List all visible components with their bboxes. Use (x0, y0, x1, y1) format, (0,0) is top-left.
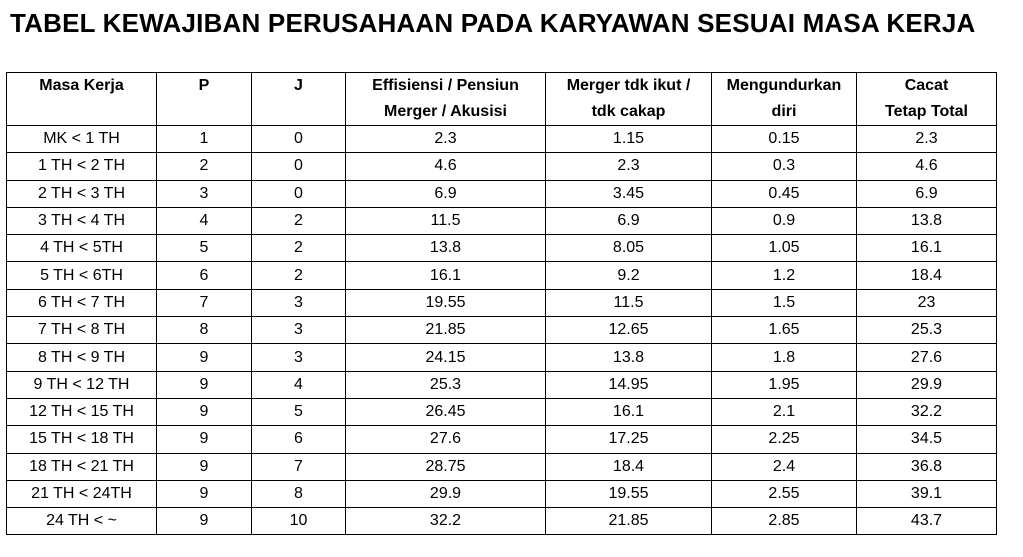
cell-mengundurkan: 2.55 (712, 480, 857, 507)
cell-masa-kerja: 21 TH < 24TH (7, 480, 157, 507)
cell-merger: 11.5 (546, 289, 712, 316)
cell-cacat: 16.1 (857, 235, 997, 262)
header-merger-line2: tdk cakap (591, 103, 666, 120)
header-row (7, 73, 997, 126)
cell-merger: 12.65 (546, 317, 712, 344)
cell-merger: 3.45 (546, 180, 712, 207)
cell-effisiensi: 32.2 (346, 508, 546, 535)
cell-p: 9 (157, 508, 252, 535)
cell-effisiensi: 11.5 (346, 207, 546, 234)
cell-j: 2 (252, 207, 346, 234)
cell-j: 3 (252, 344, 346, 371)
cell-merger: 13.8 (546, 344, 712, 371)
header-p: P (157, 73, 252, 126)
cell-cacat: 27.6 (857, 344, 997, 371)
table-row (7, 126, 997, 153)
cell-cacat: 2.3 (857, 126, 997, 153)
cell-cacat: 34.5 (857, 426, 997, 453)
cell-merger: 2.3 (546, 153, 712, 180)
cell-mengundurkan: 2.4 (712, 453, 857, 480)
cell-p: 9 (157, 426, 252, 453)
cell-merger: 8.05 (546, 235, 712, 262)
cell-masa-kerja: 8 TH < 9 TH (7, 344, 157, 371)
cell-mengundurkan: 0.45 (712, 180, 857, 207)
cell-effisiensi: 16.1 (346, 262, 546, 289)
cell-masa-kerja: 15 TH < 18 TH (7, 426, 157, 453)
cell-mengundurkan: 2.85 (712, 508, 857, 535)
cell-cacat: 23 (857, 289, 997, 316)
cell-effisiensi: 26.45 (346, 398, 546, 425)
cell-merger: 18.4 (546, 453, 712, 480)
cell-mengundurkan: 1.95 (712, 371, 857, 398)
table-row (7, 398, 997, 425)
header-effisiensi (346, 73, 546, 126)
cell-mengundurkan: 1.8 (712, 344, 857, 371)
cell-masa-kerja: 5 TH < 6TH (7, 262, 157, 289)
cell-effisiensi: 29.9 (346, 480, 546, 507)
cell-p: 3 (157, 180, 252, 207)
cell-effisiensi: 2.3 (346, 126, 546, 153)
page-title: TABEL KEWAJIBAN PERUSAHAAN PADA KARYAWAN SESUAI MASA KERJA (10, 8, 976, 38)
table-row (7, 426, 997, 453)
cell-p: 5 (157, 235, 252, 262)
table-row (7, 453, 997, 480)
cell-j: 2 (252, 262, 346, 289)
cell-cacat: 32.2 (857, 398, 997, 425)
header-mengundurkan-line1: Mengundurkan (726, 77, 842, 94)
header-merger (546, 73, 712, 126)
cell-j: 2 (252, 235, 346, 262)
cell-j: 8 (252, 480, 346, 507)
cell-mengundurkan: 1.65 (712, 317, 857, 344)
cell-p: 4 (157, 207, 252, 234)
cell-j: 0 (252, 126, 346, 153)
table-row (7, 371, 997, 398)
cell-p: 7 (157, 289, 252, 316)
cell-masa-kerja: 4 TH < 5TH (7, 235, 157, 262)
obligation-table (6, 72, 997, 535)
cell-merger: 21.85 (546, 508, 712, 535)
table-row (7, 317, 997, 344)
cell-masa-kerja: 7 TH < 8 TH (7, 317, 157, 344)
table-row (7, 153, 997, 180)
cell-masa-kerja: 24 TH < ~ (7, 508, 157, 535)
cell-effisiensi: 21.85 (346, 317, 546, 344)
cell-mengundurkan: 1.5 (712, 289, 857, 316)
cell-p: 6 (157, 262, 252, 289)
header-cacat (857, 73, 997, 126)
cell-masa-kerja: 9 TH < 12 TH (7, 371, 157, 398)
cell-masa-kerja: MK < 1 TH (7, 126, 157, 153)
cell-j: 3 (252, 317, 346, 344)
cell-masa-kerja: 3 TH < 4 TH (7, 207, 157, 234)
cell-effisiensi: 25.3 (346, 371, 546, 398)
cell-j: 10 (252, 508, 346, 535)
cell-mengundurkan: 0.15 (712, 126, 857, 153)
cell-j: 0 (252, 153, 346, 180)
header-mengundurkan (712, 73, 857, 126)
cell-cacat: 43.7 (857, 508, 997, 535)
cell-cacat: 13.8 (857, 207, 997, 234)
cell-p: 9 (157, 398, 252, 425)
cell-p: 2 (157, 153, 252, 180)
cell-merger: 19.55 (546, 480, 712, 507)
cell-mengundurkan: 2.25 (712, 426, 857, 453)
cell-merger: 1.15 (546, 126, 712, 153)
header-effisiensi-line1: Effisiensi / Pensiun (372, 77, 519, 94)
cell-cacat: 18.4 (857, 262, 997, 289)
cell-masa-kerja: 2 TH < 3 TH (7, 180, 157, 207)
cell-cacat: 4.6 (857, 153, 997, 180)
cell-j: 7 (252, 453, 346, 480)
cell-effisiensi: 4.6 (346, 153, 546, 180)
cell-j: 4 (252, 371, 346, 398)
cell-mengundurkan: 1.2 (712, 262, 857, 289)
header-cacat-line1: Cacat (904, 77, 949, 94)
header-merger-line1: Merger tdk ikut / (566, 77, 691, 94)
cell-masa-kerja: 18 TH < 21 TH (7, 453, 157, 480)
cell-effisiensi: 13.8 (346, 235, 546, 262)
cell-merger: 16.1 (546, 398, 712, 425)
header-effisiensi-line2: Merger / Akusisi (383, 103, 507, 120)
table-row (7, 508, 997, 535)
header-mengundurkan-line2: diri (771, 103, 797, 120)
cell-p: 9 (157, 371, 252, 398)
header-masa-kerja: Masa Kerja (7, 73, 157, 126)
cell-j: 5 (252, 398, 346, 425)
cell-j: 3 (252, 289, 346, 316)
cell-mengundurkan: 1.05 (712, 235, 857, 262)
cell-cacat: 6.9 (857, 180, 997, 207)
cell-p: 9 (157, 480, 252, 507)
cell-masa-kerja: 12 TH < 15 TH (7, 398, 157, 425)
cell-j: 6 (252, 426, 346, 453)
cell-mengundurkan: 0.9 (712, 207, 857, 234)
cell-effisiensi: 28.75 (346, 453, 546, 480)
cell-effisiensi: 19.55 (346, 289, 546, 316)
cell-merger: 9.2 (546, 262, 712, 289)
cell-cacat: 29.9 (857, 371, 997, 398)
cell-masa-kerja: 6 TH < 7 TH (7, 289, 157, 316)
header-cacat-line2: Tetap Total (885, 103, 968, 120)
header-j: J (252, 73, 346, 126)
table-row (7, 480, 997, 507)
table-row (7, 180, 997, 207)
cell-masa-kerja: 1 TH < 2 TH (7, 153, 157, 180)
cell-mengundurkan: 0.3 (712, 153, 857, 180)
cell-effisiensi: 24.15 (346, 344, 546, 371)
table-row (7, 235, 997, 262)
cell-p: 8 (157, 317, 252, 344)
table-row (7, 262, 997, 289)
cell-mengundurkan: 2.1 (712, 398, 857, 425)
cell-cacat: 39.1 (857, 480, 997, 507)
cell-effisiensi: 27.6 (346, 426, 546, 453)
cell-p: 9 (157, 344, 252, 371)
table-row (7, 344, 997, 371)
cell-j: 0 (252, 180, 346, 207)
table-row (7, 289, 997, 316)
cell-cacat: 25.3 (857, 317, 997, 344)
cell-merger: 14.95 (546, 371, 712, 398)
cell-p: 1 (157, 126, 252, 153)
cell-merger: 6.9 (546, 207, 712, 234)
cell-effisiensi: 6.9 (346, 180, 546, 207)
table-row (7, 207, 997, 234)
cell-merger: 17.25 (546, 426, 712, 453)
cell-cacat: 36.8 (857, 453, 997, 480)
cell-p: 9 (157, 453, 252, 480)
